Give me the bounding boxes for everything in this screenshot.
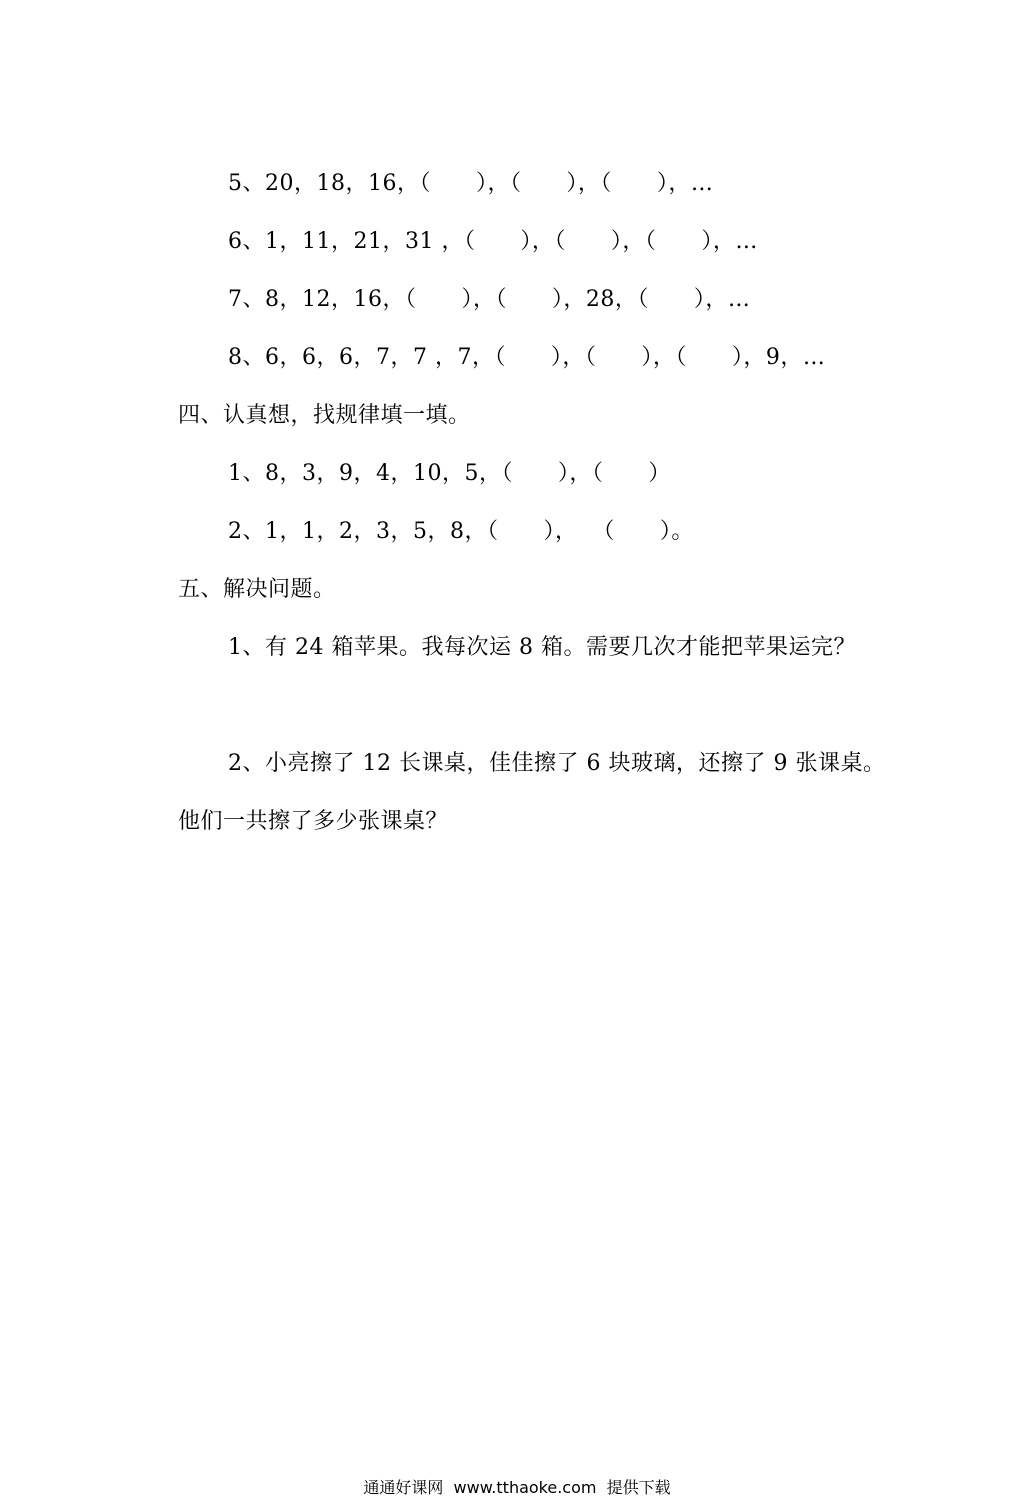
sequence-item-7: 7、8，12，16，（ ），（ ），28，（ ），… bbox=[228, 287, 751, 312]
word-problem-1: 1、有 24 箱苹果。我每次运 8 箱。需要几次才能把苹果运完？ bbox=[228, 635, 856, 660]
sequence-item-5: 5、20，18，16，（ ），（ ），（ ），… bbox=[228, 171, 714, 196]
sequence-item-6: 6、1，11，21，31 ，（ ），（ ），（ ），… bbox=[228, 229, 758, 254]
page-footer: 通通好课网 www.tthaoke.com 提供下载 bbox=[363, 1478, 671, 1497]
pattern-item-1: 1、8，3，9，4，10，5，（ ），（ ） bbox=[228, 461, 671, 486]
section5-heading: 五、解决问题。 bbox=[178, 577, 336, 602]
pattern-item-2: 2、1，1，2，3，5，8，（ ）， （ ）。 bbox=[228, 519, 694, 544]
sequence-item-8: 8、6，6，6，7，7 ，7，（ ），（ ），（ ），9，… bbox=[228, 345, 826, 370]
word-problem-2-line2: 他们一共擦了多少张课桌？ bbox=[178, 809, 449, 834]
word-problem-2-line1: 2、小亮擦了 12 长课桌，佳佳擦了 6 块玻璃，还擦了 9 张课桌。 bbox=[228, 751, 886, 776]
section4-heading: 四、认真想，找规律填一填。 bbox=[178, 403, 471, 428]
